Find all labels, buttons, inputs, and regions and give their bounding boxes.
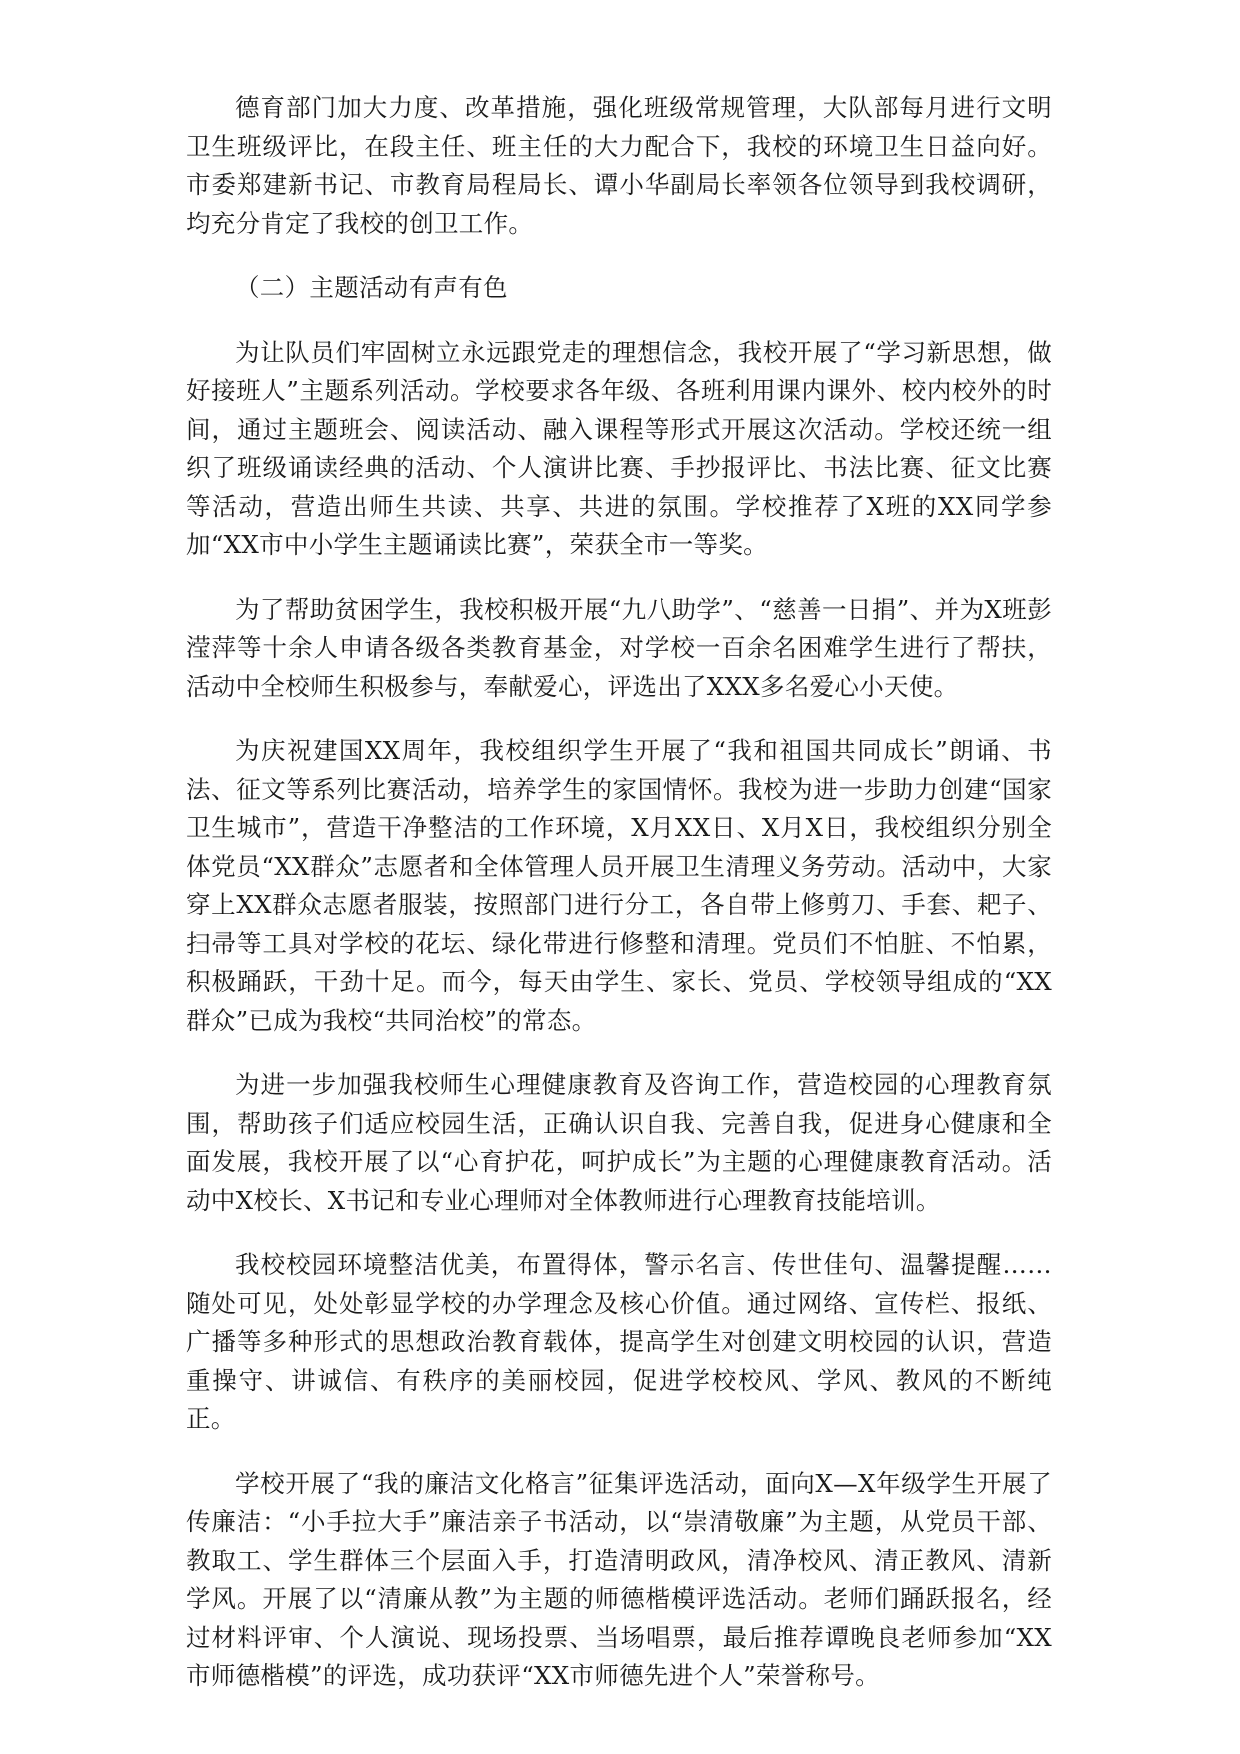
paragraph-integrity-culture: 学校开展了“我的廉洁文化格言”征集评选活动，面向X—X年级学生开展了传廉洁：“小手拉大手”廉洁亲子书活动，以“崇清敬廉”为主题，从党员干部、教取工、学生群体三个层面入手，打造清明政风，清净校风、清正教风、清新学风。开展了以“清廉从教”为主题的师德楷模评选活动。老师们踊跃报名，经过材料评审、个人演说、现场投票、当场唱票，最后推荐谭晚良老师参加“XX市师德楷模”的评选，成功获评“XX市师德先进个人”荣誉称号。 [186,1468,1052,1690]
paragraph-campus-environment: 我校校园环境整洁优美，布置得体，警示名言、传世佳句、温馨提醒……随处可见，处处彰显学校的办学理念及核心价值。通过网络、宣传栏、报纸、广播等多种形式的思想政治教育载体，提高学生对创建文明校园的认识，营造重操守、讲诚信、有秩序的美丽校园，促进学校校风、学风、教风的不断纯正。 [186,1250,1052,1433]
paragraph-sanitation: 德育部门加大力度、改革措施，强化班级常规管理，大队部每月进行文明卫生班级评比，在段主任、班主任的大力配合下，我校的环境卫生日益向好。市委郑建新书记、市教育局程局长、谭小华副局长率领各位领导到我校调研，均充分肯定了我校的创卫工作。 [186,93,1052,238]
document-body [186,89,1052,1722]
paragraph-study-activities: 为让队员们牢固树立永远跟党走的理想信念，我校开展了“学习新思想，做好接班人”主题系列活动。学校要求各年级、各班利用课内课外、校内校外的时间，通过主题班会、阅读活动、融入课程等形式开展这次活动。学校还统一组织了班级诵读经典的活动、个人演讲比赛、手抄报评比、书法比赛、征文比赛等活动，营造出师生共读、共享、共进的氛围。学校推荐了X班的XX同学参加“XX市中小学生主题诵读比赛”，荣获全市一等奖。 [186,337,1052,559]
paragraph-national-anniversary: 为庆祝建国XX周年，我校组织学生开展了“我和祖国共同成长”朗诵、书法、征文等系列比赛活动，培养学生的家国情怀。我校为进一步助力创建“国家卫生城市”，营造干净整洁的工作环境，X月XX日、X月X日，我校组织分别全体党员“XX群众”志愿者和全体管理人员开展卫生清理义务劳动。活动中，大家穿上XX群众志愿者服装，按照部门进行分工，各自带上修剪刀、手套、耙子、扫帚等工具对学校的花坛、绿化带进行修整和清理。党员们不怕脏、不怕累，积极踊跃，干劲十足。而今，每天由学生、家长、党员、学校领导组成的“XX群众”已成为我校“共同治校”的常态。 [186,736,1052,1035]
paragraph-poverty-aid: 为了帮助贫困学生，我校积极开展“九八助学”、“慈善一日捐”、并为X班彭滢萍等十余人申请各级各类教育基金，对学校一百余名困难学生进行了帮扶，活动中全校师生积极参与，奉献爱心，评选出了XXX多名爱心小天使。 [186,594,1052,701]
paragraph-mental-health: 为进一步加强我校师生心理健康教育及咨询工作，营造校园的心理教育氛围，帮助孩子们适应校园生活，正确认识自我、完善自我，促进身心健康和全面发展，我校开展了以“心育护花，呵护成长”为主题的心理健康教育活动。活动中X校长、X书记和专业心理师对全体教师进行心理教育技能培训。 [186,1070,1052,1215]
section-heading-theme-activities: （二）主题活动有声有色 [235,273,508,302]
